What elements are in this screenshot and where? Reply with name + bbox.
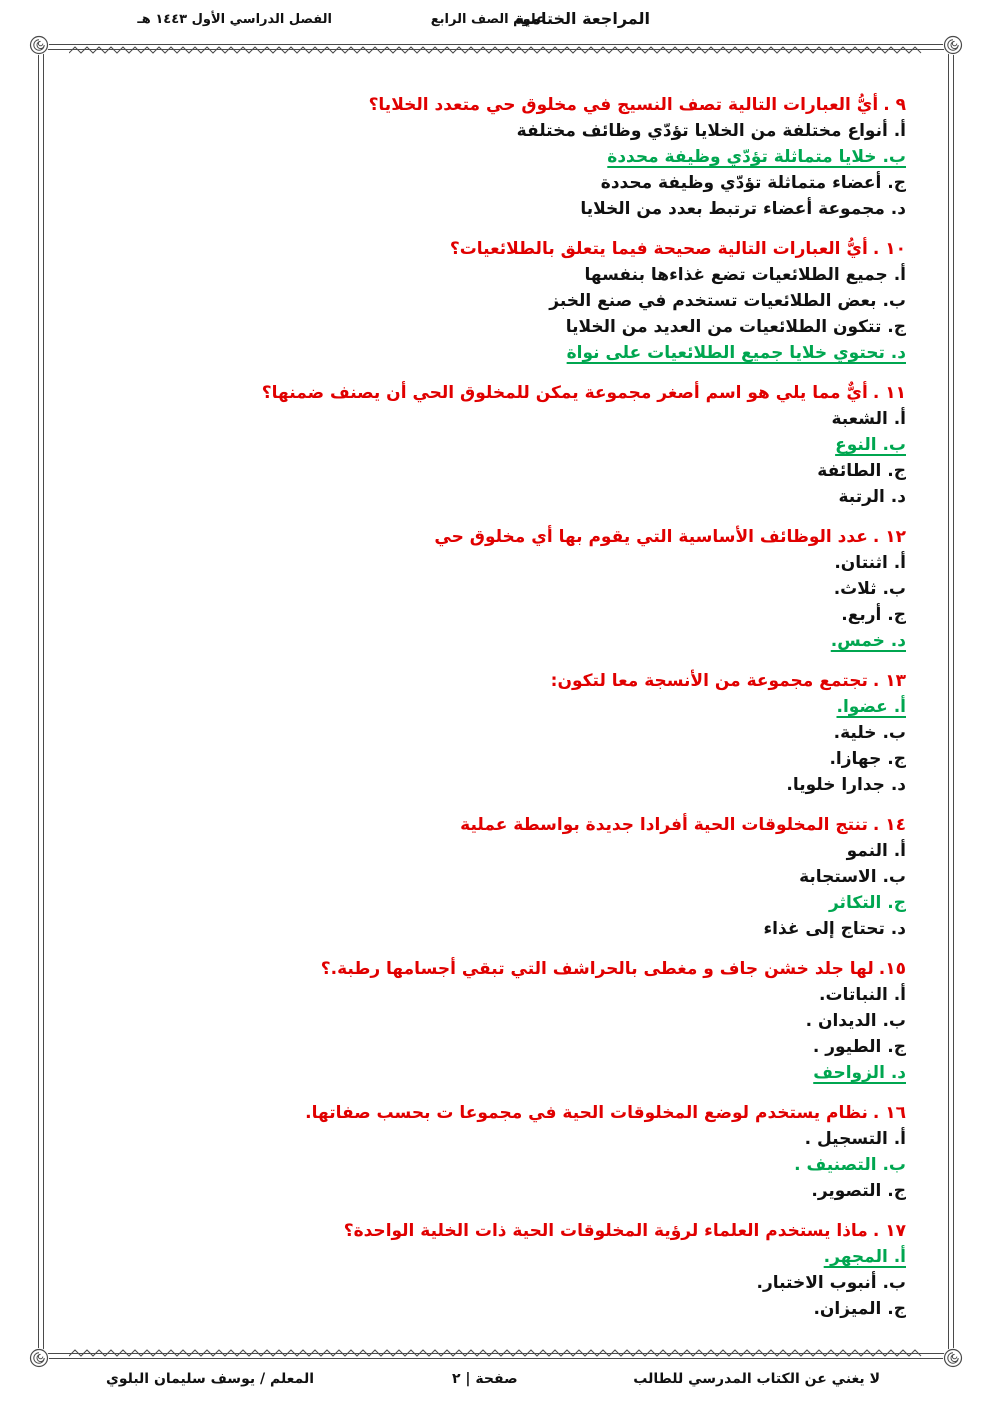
question-title: أيُّ العبارات التالية صحيحة فيما يتعلق بالطلائعيات؟ [449, 239, 868, 259]
options-list [96, 1244, 906, 1322]
answer-option: د. جدارا خلويا. [786, 775, 906, 795]
question-text [96, 956, 906, 982]
answer-option: أ. النمو [846, 841, 906, 861]
answer-option-correct: ج. التكاثر [828, 893, 906, 913]
footer-teacher: المعلم / يوسف سليمان البلوي [106, 1371, 315, 1387]
question-text [96, 812, 906, 838]
answer-option: ج. أربع. [841, 605, 906, 625]
question-number: ١٧ . [872, 1221, 906, 1241]
answer-option: أ. الشعبة [831, 409, 906, 429]
question-block [96, 812, 906, 942]
document-title: المراجعة الختامية [514, 9, 650, 28]
corner-ornament-bottom-right [943, 1348, 963, 1368]
question-text [96, 236, 906, 262]
answer-option: د. تحتاج إلى غذاء [763, 919, 906, 939]
answer-option: أ. اثنتان. [834, 553, 906, 573]
footer-note: لا يغني عن الكتاب المدرسي للطالب [633, 1371, 880, 1387]
answer-option-correct: ب. النوع [835, 435, 906, 455]
question-title: عدد الوظائف الأساسية التي يقوم بها أي مخلوق حي [434, 527, 868, 547]
answer-option: ج. التصوير. [811, 1181, 906, 1201]
options-list [96, 550, 906, 654]
answer-option-correct: ب. التصنيف . [794, 1155, 906, 1175]
question-block [96, 668, 906, 798]
options-list [96, 838, 906, 942]
corner-ornament-top-left [29, 35, 49, 55]
question-text [96, 1218, 906, 1244]
options-list [96, 694, 906, 798]
options-list [96, 1126, 906, 1204]
question-title: تجتمع مجموعة من الأنسجة معا لتكون: [550, 671, 868, 691]
page-header [0, 0, 992, 42]
document-term: الفصل الدراسي الأول ١٤٤٣ هـ [137, 12, 332, 27]
question-title: لها جلد خشن جاف و مغطى بالحراشف التي تبقي أجسامها رطبة.؟ [320, 959, 874, 979]
answer-option: د. الرتبة [838, 487, 906, 507]
question-text [96, 524, 906, 550]
question-block [96, 236, 906, 366]
question-number: ١٥. [878, 959, 906, 979]
question-number: ١٦ . [872, 1103, 906, 1123]
question-number: ١٠ . [872, 239, 906, 259]
answer-option-correct: د. الزواحف [813, 1063, 906, 1083]
answer-option: ب. ثلاث. [833, 579, 906, 599]
answer-option: أ. أنواع مختلفة من الخلايا تؤدّي وظائف مختلفة [516, 121, 906, 141]
question-number: ١٤ . [872, 815, 906, 835]
answer-option: ج. تتكون الطلائعيات من العديد من الخلايا [565, 317, 906, 337]
question-block [96, 1218, 906, 1322]
question-title: أيُّ العبارات التالية تصف النسيج في مخلوق حي متعدد الخلايا؟ [368, 95, 879, 115]
answer-option: ج. جهازا. [829, 749, 906, 769]
answer-option: ب. بعض الطلائعيات تستخدم في صنع الخبز [549, 291, 906, 311]
question-text [96, 92, 906, 118]
question-title: تنتج المخلوقات الحية أفرادا جديدة بواسطة عملية [460, 815, 868, 835]
answer-option: أ. التسجيل . [804, 1129, 906, 1149]
options-list [96, 118, 906, 222]
question-block [96, 524, 906, 654]
question-block [96, 380, 906, 510]
answer-option-correct: د. خمس. [830, 631, 906, 651]
corner-ornament-bottom-left [29, 1348, 49, 1368]
answer-option: ب. الديدان . [805, 1011, 906, 1031]
question-number: ١٣ . [872, 671, 906, 691]
answer-option-correct: أ. المجهر. [823, 1247, 906, 1267]
question-title: ماذا يستخدم العلماء لرؤية المخلوقات الحية ذات الخلية الواحدة؟ [343, 1221, 868, 1241]
answer-option: ج. أعضاء متماثلة تؤدّي وظيفة محددة [600, 173, 906, 193]
question-text [96, 380, 906, 406]
answer-option-correct: أ. عضوا. [836, 697, 906, 717]
options-list [96, 406, 906, 510]
answer-option: أ. جميع الطلائعيات تضع غذاءها بنفسها [584, 265, 906, 285]
options-list [96, 262, 906, 366]
answer-option-correct: ب. خلايا متماثلة تؤدّي وظيفة محددة [607, 147, 906, 167]
questions-area [96, 92, 906, 1336]
answer-option: ج. الطائفة [817, 461, 906, 481]
answer-option: ج. الطيور . [812, 1037, 906, 1057]
question-text [96, 1100, 906, 1126]
corner-ornament-top-right [943, 35, 963, 55]
question-block [96, 1100, 906, 1204]
options-list [96, 982, 906, 1086]
answer-option: ج. الميزان. [813, 1299, 906, 1319]
answer-option-correct: د. تحتوي خلايا جميع الطلائعيات على نواة [566, 343, 906, 363]
question-title: نظام يستخدم لوضع المخلوقات الحية في مجموعا ت بحسب صفاتها. [305, 1103, 868, 1123]
answer-option: أ. النباتات. [819, 985, 906, 1005]
answer-option: ب. أنبوب الاختبار. [756, 1273, 906, 1293]
footer-page-number: صفحة | ٢ [452, 1371, 518, 1387]
document-subject: علوم الصف الرابع [430, 12, 545, 27]
question-block [96, 92, 906, 222]
question-title: أيٌّ مما يلي هو اسم أصغر مجموعة يمكن للمخلوق الحي أن يصنف ضمنها؟ [261, 383, 868, 403]
question-text [96, 668, 906, 694]
question-number: ١١ . [872, 383, 906, 403]
answer-option: ب. خلية. [833, 723, 906, 743]
zigzag-ornament-bottom [69, 1348, 925, 1358]
question-number: ٩ . [883, 95, 906, 115]
answer-option: د. مجموعة أعضاء ترتبط بعدد من الخلايا [580, 199, 906, 219]
zigzag-ornament-top [69, 45, 925, 55]
question-block [96, 956, 906, 1086]
question-number: ١٢ . [872, 527, 906, 547]
answer-option: ب. الاستجابة [799, 867, 906, 887]
